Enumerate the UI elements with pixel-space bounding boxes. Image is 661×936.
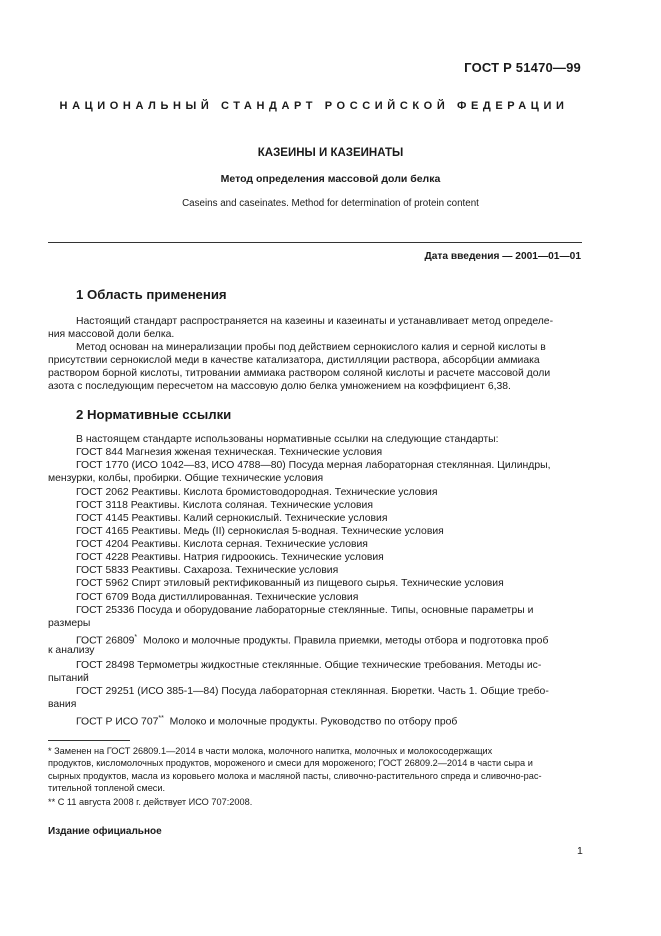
footnote-marker: ** — [158, 715, 164, 722]
footnote-1-line: продуктов, кисломолочных продуктов, мороженого и смеси для мороженого; ГОСТ 26809.2—2014 в части сыра и — [48, 758, 533, 768]
section-1-heading: 1 Область применения — [76, 287, 227, 302]
ref-line: ГОСТ 28498 Термометры жидкостные стеклянные. Общие технические требования. Методы ис- — [76, 660, 542, 671]
ref-line: ГОСТ 25336 Посуда и оборудование лабораторные стеклянные. Типы, основные параметры и — [76, 605, 534, 616]
ref-line: ГОСТ 4228 Реактивы. Натрия гидроокись. Технические условия — [76, 552, 384, 563]
ref-line: ГОСТ 5962 Спирт этиловый ректификованный из пищевого сырья. Технические условия — [76, 578, 504, 589]
s1-paragraph-line: присутствии сернокислой меди в качестве катализатора, дистилляции раствора, абсорбции аммиака — [48, 355, 540, 366]
national-standard-banner: НАЦИОНАЛЬНЫЙ СТАНДАРТ РОССИЙСКОЙ ФЕДЕРАЦИИ — [59, 100, 569, 112]
document-subtitle: Метод определения массовой доли белка — [220, 173, 441, 185]
footnote-divider — [48, 740, 130, 741]
ref-code: ГОСТ 26809 — [76, 635, 135, 647]
s1-paragraph-line: ния массовой доли белка. — [48, 329, 175, 340]
ref-text: Молоко и молочные продукты. Руководство по отбору проб — [169, 716, 458, 728]
footnote-marker: * — [134, 634, 138, 641]
ref-line: ГОСТ 4145 Реактивы. Калий сернокислый. Технические условия — [76, 513, 388, 524]
ref-line — [76, 712, 611, 728]
gost-code: ГОСТ Р 51470—99 — [464, 60, 581, 75]
ref-line: ГОСТ 4204 Реактивы. Кислота серная. Технические условия — [76, 539, 368, 550]
ref-line: ГОСТ 5833 Реактивы. Сахароза. Технические условия — [76, 565, 339, 576]
ref-line: вания — [48, 699, 77, 710]
ref-line: ГОСТ 29251 (ИСО 385-1—84) Посуда лабораторная стеклянная. Бюретки. Часть 1. Общие требо- — [76, 686, 549, 697]
section-2-heading: 2 Нормативные ссылки — [76, 407, 232, 422]
ref-line: ГОСТ 6709 Вода дистиллированная. Технические условия — [76, 592, 359, 603]
s1-paragraph-line: Настоящий стандарт распространяется на казеины и казеинаты и устанавливает метод определе- — [76, 316, 554, 327]
footnote-2: ** С 11 августа 2008 г. действует ИСО 707:2008. — [48, 797, 253, 807]
footnote-1-line: тительной топленой смеси. — [48, 783, 166, 793]
ref-line: пытаний — [48, 673, 89, 684]
footnote-1-line: * Заменен на ГОСТ 26809.1—2014 в части молока, молочного напитка, молочных и молокосодержащих — [48, 746, 493, 756]
s1-paragraph-line: Метод основан на минерализации пробы под действием сернокислого калия и серной кислоты в — [76, 342, 546, 353]
ref-line: ГОСТ 844 Магнезия жженая техническая. Технические условия — [76, 447, 383, 458]
ref-line: мензурки, колбы, пробирки. Общие технические условия — [48, 473, 324, 484]
edition-label: Издание официальное — [48, 826, 162, 837]
s2-intro: В настоящем стандарте использованы нормативные ссылки на следующие стандарты: — [76, 434, 499, 445]
ref-line: ГОСТ 3118 Реактивы. Кислота соляная. Технические условия — [76, 500, 373, 511]
s1-paragraph-line: азота с последующим пересчетом на массовую долю белка умножением на коэффициент 6,38. — [48, 381, 511, 392]
ref-line: ГОСТ 4165 Реактивы. Медь (II) сернокислая 5-водная. Технические условия — [76, 526, 444, 537]
intro-date: Дата введения — 2001—01—01 — [424, 251, 581, 262]
ref-code: ГОСТ Р ИСО 707 — [76, 716, 159, 728]
header-divider — [48, 242, 582, 243]
ref-text: Молоко и молочные продукты. Правила приемки, методы отбора и подготовка проб — [142, 635, 549, 647]
ref-line: размеры — [48, 618, 91, 629]
ref-line: ГОСТ 1770 (ИСО 1042—83, ИСО 4788—80) Посуда мерная лабораторная стеклянная. Цилиндры, — [76, 460, 551, 471]
english-title: Caseins and caseinates. Method for determination of protein content — [182, 198, 479, 209]
footnote-1-line: сырных продуктов, масла из коровьего молока и масляной пасты, сливочно-растительного спреда и сливочно-рас- — [48, 771, 542, 781]
s1-paragraph-line: раствором борной кислоты, титровании аммиака раствором соляной кислоты и расчете массовой доли — [48, 368, 551, 379]
ref-line: к анализу — [48, 645, 95, 656]
document-title: КАЗЕИНЫ И КАЗЕИНАТЫ — [257, 147, 404, 159]
page-number: 1 — [577, 845, 583, 857]
ref-line: ГОСТ 2062 Реактивы. Кислота бромистоводородная. Технические условия — [76, 487, 438, 498]
